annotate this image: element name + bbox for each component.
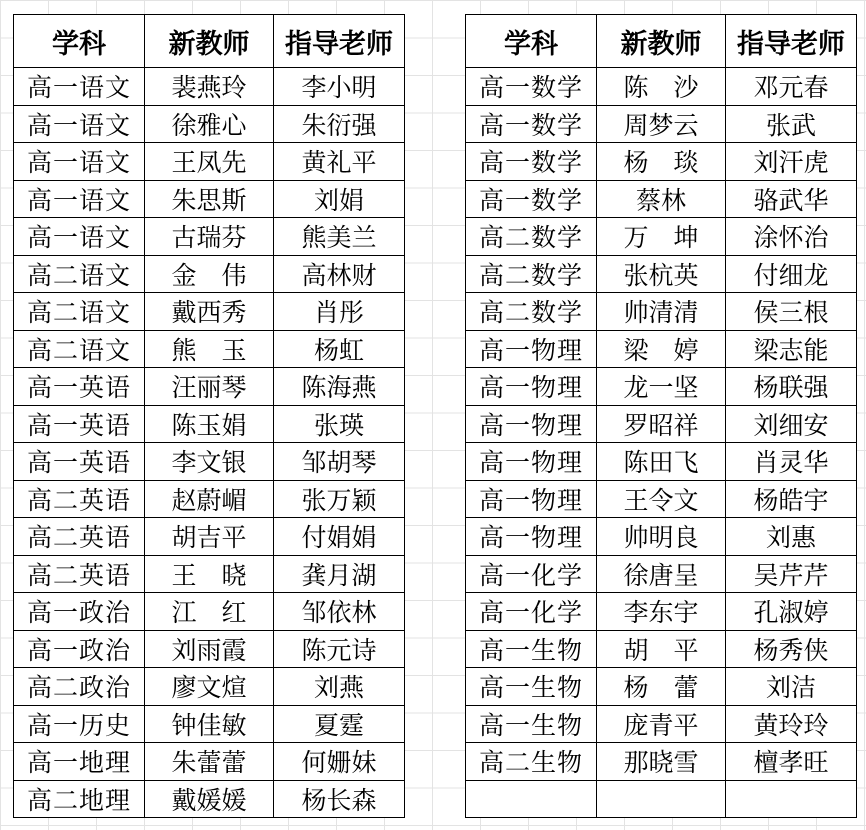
cell-subject[interactable]: 高一数学 — [466, 68, 597, 106]
cell-subject[interactable]: 高一物理 — [466, 368, 597, 406]
cell-subject[interactable]: 高一化学 — [466, 593, 597, 631]
table-row — [466, 593, 857, 631]
cell-subject[interactable]: 高二语文 — [14, 255, 145, 293]
cell-new-teacher[interactable]: 王 晓 — [145, 555, 274, 593]
cell-new-teacher[interactable]: 李文银 — [145, 443, 274, 481]
cell-new-teacher[interactable]: 胡吉平 — [145, 518, 274, 556]
cell-subject[interactable]: 高一物理 — [466, 330, 597, 368]
cell-mentor[interactable]: 张瑛 — [274, 405, 405, 443]
cell-new-teacher[interactable]: 罗昭祥 — [597, 405, 726, 443]
right-roster-table — [465, 14, 857, 818]
table-row — [14, 255, 405, 293]
cell-mentor[interactable]: 陈元诗 — [274, 630, 405, 668]
table-row — [14, 743, 405, 781]
header-row — [14, 15, 405, 68]
cell-subject[interactable]: 高二英语 — [14, 555, 145, 593]
cell-mentor[interactable]: 邹依林 — [274, 593, 405, 631]
table-row — [14, 143, 405, 181]
cell-mentor[interactable]: 何姗妹 — [274, 743, 405, 781]
cell-mentor[interactable]: 檀孝旺 — [726, 743, 857, 781]
cell-new-teacher[interactable]: 戴西秀 — [145, 293, 274, 331]
table-row — [466, 293, 857, 331]
cell-subject[interactable]: 高二语文 — [14, 330, 145, 368]
cell-subject[interactable]: 高一语文 — [14, 68, 145, 106]
cell-new-teacher[interactable]: 龙一坚 — [597, 368, 726, 406]
cell-mentor[interactable]: 刘惠 — [726, 518, 857, 556]
cell-mentor[interactable]: 刘汗虎 — [726, 143, 857, 181]
cell-subject[interactable]: 高一数学 — [466, 105, 597, 143]
cell-subject[interactable]: 高二数学 — [466, 218, 597, 256]
cell-mentor[interactable]: 刘洁 — [726, 668, 857, 706]
cell-new-teacher[interactable]: 陈田飞 — [597, 443, 726, 481]
cell-mentor[interactable]: 杨长森 — [274, 780, 405, 818]
cell-subject[interactable]: 高一物理 — [466, 480, 597, 518]
cell-new-teacher[interactable]: 徐唐呈 — [597, 555, 726, 593]
cell-subject[interactable]: 高一语文 — [14, 218, 145, 256]
table-row — [466, 480, 857, 518]
cell-subject[interactable]: 高一政治 — [14, 593, 145, 631]
table-row — [466, 368, 857, 406]
cell-new-teacher[interactable]: 裴燕玲 — [145, 68, 274, 106]
cell-new-teacher[interactable]: 张杭英 — [597, 255, 726, 293]
table-row — [14, 68, 405, 106]
cell-mentor[interactable]: 肖灵华 — [726, 443, 857, 481]
cell-new-teacher[interactable]: 蔡林 — [597, 180, 726, 218]
cell-new-teacher[interactable]: 陈玉娟 — [145, 405, 274, 443]
table-row — [466, 330, 857, 368]
cell-mentor[interactable]: 杨虹 — [274, 330, 405, 368]
cell-new-teacher[interactable]: 刘雨霞 — [145, 630, 274, 668]
cell-new-teacher[interactable]: 那晓雪 — [597, 743, 726, 781]
cell-new-teacher[interactable]: 徐雅心 — [145, 105, 274, 143]
cell-subject[interactable]: 高二生物 — [466, 743, 597, 781]
table-row — [466, 143, 857, 181]
table-row — [14, 180, 405, 218]
cell-subject[interactable]: 高二数学 — [466, 255, 597, 293]
cell-new-teacher[interactable]: 廖文煊 — [145, 668, 274, 706]
table-row — [14, 480, 405, 518]
cell-mentor[interactable]: 杨联强 — [726, 368, 857, 406]
cell-subject[interactable]: 高一语文 — [14, 180, 145, 218]
cell-subject[interactable]: 高二数学 — [466, 293, 597, 331]
cell-new-teacher[interactable]: 帅明良 — [597, 518, 726, 556]
header-new-teacher[interactable]: 新教师 — [597, 15, 726, 68]
header-row — [466, 15, 857, 68]
table-row — [466, 518, 857, 556]
cell-subject[interactable]: 高二政治 — [14, 668, 145, 706]
table-row — [14, 555, 405, 593]
table-row — [14, 780, 405, 818]
cell-new-teacher[interactable]: 帅清清 — [597, 293, 726, 331]
cell-mentor[interactable]: 付娟娟 — [274, 518, 405, 556]
cell-new-teacher[interactable]: 赵蔚嵋 — [145, 480, 274, 518]
cell-subject[interactable]: 高一生物 — [466, 668, 597, 706]
table-row — [14, 368, 405, 406]
cell-mentor[interactable]: 杨皓宇 — [726, 480, 857, 518]
cell-mentor[interactable]: 朱衍强 — [274, 105, 405, 143]
cell-new-teacher[interactable]: 汪丽琴 — [145, 368, 274, 406]
cell-mentor[interactable]: 邹胡琴 — [274, 443, 405, 481]
table-row — [466, 705, 857, 743]
table-row — [14, 443, 405, 481]
cell-mentor[interactable]: 张万颖 — [274, 480, 405, 518]
cell-mentor[interactable]: 熊美兰 — [274, 218, 405, 256]
cell-new-teacher[interactable]: 胡 平 — [597, 630, 726, 668]
cell-new-teacher[interactable]: 王令文 — [597, 480, 726, 518]
cell-mentor[interactable]: 陈海燕 — [274, 368, 405, 406]
cell-new-teacher[interactable]: 梁 婷 — [597, 330, 726, 368]
cell-subject[interactable]: 高一数学 — [466, 180, 597, 218]
table-row — [466, 780, 857, 818]
table-row — [466, 218, 857, 256]
cell-new-teacher[interactable]: 江 红 — [145, 593, 274, 631]
cell-mentor[interactable]: 梁志能 — [726, 330, 857, 368]
table-row — [466, 443, 857, 481]
table-row — [14, 105, 405, 143]
cell-new-teacher[interactable]: 陈 沙 — [597, 68, 726, 106]
table-row — [14, 630, 405, 668]
cell-mentor[interactable]: 邓元春 — [726, 68, 857, 106]
left-roster-table — [13, 14, 405, 818]
cell-mentor[interactable]: 刘娟 — [274, 180, 405, 218]
cell-mentor[interactable]: 李小明 — [274, 68, 405, 106]
cell-subject[interactable]: 高一政治 — [14, 630, 145, 668]
cell-mentor[interactable]: 吴芹芹 — [726, 555, 857, 593]
cell-mentor[interactable]: 张武 — [726, 105, 857, 143]
cell-mentor[interactable]: 龚月湖 — [274, 555, 405, 593]
cell-subject[interactable]: 高一英语 — [14, 368, 145, 406]
cell-subject[interactable]: 高一语文 — [14, 143, 145, 181]
table-row — [14, 330, 405, 368]
cell-mentor[interactable]: 骆武华 — [726, 180, 857, 218]
cell-mentor[interactable]: 刘燕 — [274, 668, 405, 706]
cell-mentor[interactable]: 孔淑婷 — [726, 593, 857, 631]
cell-new-teacher[interactable]: 朱思斯 — [145, 180, 274, 218]
table-row — [14, 593, 405, 631]
cell-mentor[interactable]: 黄玲玲 — [726, 705, 857, 743]
table-row — [466, 255, 857, 293]
table-row — [14, 668, 405, 706]
cell-subject[interactable]: 高一生物 — [466, 705, 597, 743]
table-row — [14, 518, 405, 556]
cell-mentor[interactable]: 肖彤 — [274, 293, 405, 331]
table-row — [466, 405, 857, 443]
table-row — [466, 630, 857, 668]
table-row — [466, 180, 857, 218]
table-row — [466, 105, 857, 143]
table-row — [14, 293, 405, 331]
cell-subject[interactable]: 高一物理 — [466, 518, 597, 556]
cell-mentor[interactable]: 高林财 — [274, 255, 405, 293]
cell-new-teacher[interactable]: 戴媛媛 — [145, 780, 274, 818]
table-row — [14, 405, 405, 443]
cell-new-teacher[interactable]: 熊 玉 — [145, 330, 274, 368]
cell-new-teacher[interactable] — [597, 780, 726, 818]
cell-subject[interactable]: 高一数学 — [466, 143, 597, 181]
cell-subject[interactable]: 高一生物 — [466, 630, 597, 668]
cell-new-teacher[interactable]: 庞青平 — [597, 705, 726, 743]
table-row — [14, 218, 405, 256]
cell-new-teacher[interactable]: 万 坤 — [597, 218, 726, 256]
table-row — [466, 68, 857, 106]
cell-new-teacher[interactable]: 古瑞芬 — [145, 218, 274, 256]
cell-new-teacher[interactable]: 李东宇 — [597, 593, 726, 631]
cell-mentor[interactable]: 刘细安 — [726, 405, 857, 443]
cell-new-teacher[interactable]: 周梦云 — [597, 105, 726, 143]
cell-mentor[interactable]: 杨秀侠 — [726, 630, 857, 668]
cell-subject[interactable]: 高一物理 — [466, 405, 597, 443]
header-mentor[interactable]: 指导老师 — [274, 15, 405, 68]
cell-subject[interactable]: 高二英语 — [14, 518, 145, 556]
table-row — [466, 743, 857, 781]
cell-subject[interactable]: 高一化学 — [466, 555, 597, 593]
cell-new-teacher[interactable]: 杨 蕾 — [597, 668, 726, 706]
cell-mentor[interactable]: 付细龙 — [726, 255, 857, 293]
table-row — [466, 668, 857, 706]
header-subject[interactable]: 学科 — [14, 15, 145, 68]
cell-new-teacher[interactable]: 金 伟 — [145, 255, 274, 293]
header-new-teacher[interactable]: 新教师 — [145, 15, 274, 68]
cell-mentor[interactable] — [726, 780, 857, 818]
cell-mentor[interactable]: 侯三根 — [726, 293, 857, 331]
cell-new-teacher[interactable]: 王凤先 — [145, 143, 274, 181]
cell-subject[interactable]: 高一英语 — [14, 405, 145, 443]
cell-mentor[interactable]: 夏霆 — [274, 705, 405, 743]
cell-subject[interactable]: 高一物理 — [466, 443, 597, 481]
cell-new-teacher[interactable]: 杨 琰 — [597, 143, 726, 181]
cell-subject[interactable] — [466, 780, 597, 818]
cell-subject[interactable]: 高二地理 — [14, 780, 145, 818]
cell-subject[interactable]: 高一历史 — [14, 705, 145, 743]
cell-subject[interactable]: 高二语文 — [14, 293, 145, 331]
right-table-body — [466, 68, 857, 818]
table-row — [14, 705, 405, 743]
cell-mentor[interactable]: 涂怀治 — [726, 218, 857, 256]
cell-subject[interactable]: 高二英语 — [14, 480, 145, 518]
cell-new-teacher[interactable]: 朱蕾蕾 — [145, 743, 274, 781]
cell-subject[interactable]: 高一语文 — [14, 105, 145, 143]
cell-subject[interactable]: 高一英语 — [14, 443, 145, 481]
header-mentor[interactable]: 指导老师 — [726, 15, 857, 68]
cell-mentor[interactable]: 黄礼平 — [274, 143, 405, 181]
cell-subject[interactable]: 高一地理 — [14, 743, 145, 781]
table-row — [466, 555, 857, 593]
header-subject[interactable]: 学科 — [466, 15, 597, 68]
cell-new-teacher[interactable]: 钟佳敏 — [145, 705, 274, 743]
left-table-body — [14, 68, 405, 818]
